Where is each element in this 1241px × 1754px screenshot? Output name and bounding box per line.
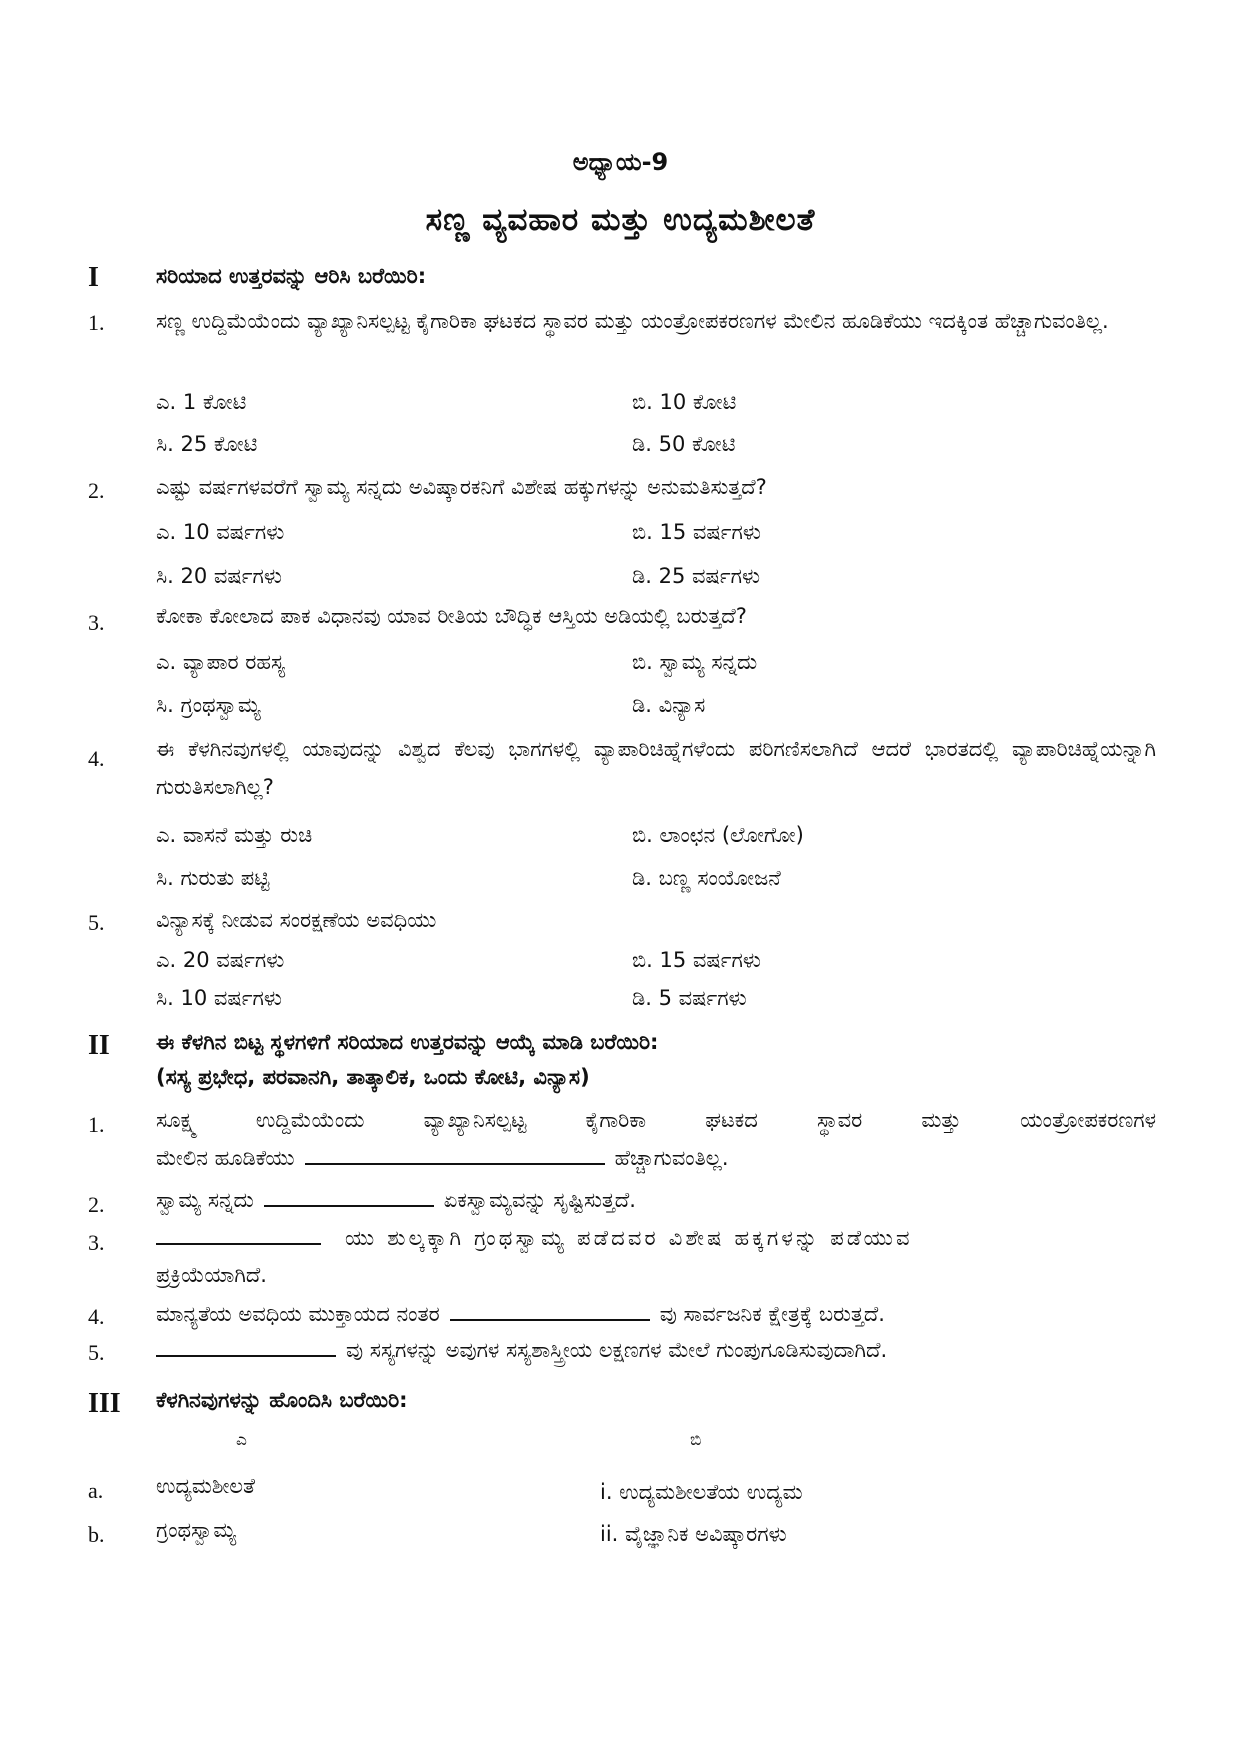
answer-blank (450, 1318, 650, 1321)
item-number: 1. (88, 1112, 105, 1137)
item-text-line (156, 1338, 887, 1363)
item-number: 3. (88, 1230, 105, 1255)
section-3-heading: ಕೆಳಗಿನವುಗಳನ್ನು ಹೊಂದಿಸಿ ಬರೆಯಿರಿ: (156, 1388, 408, 1412)
item-text-line (156, 1146, 729, 1171)
item-text-line (156, 1188, 636, 1213)
match-right-item: ii. ವೈಜ್ಞಾನಿಕ ಅವಿಷ್ಕಾರಗಳು (600, 1522, 787, 1546)
section-2-heading: ಈ ಕೆಳಗಿನ ಬಿಟ್ಟ ಸ್ಥಳಗಳಿಗೆ ಸರಿಯಾದ ಉತ್ತರವನ್ನು ಆಯ್ಕೆ ಮಾಡಿ ಬರೆಯಿರಿ: (156, 1030, 659, 1054)
section-2-choices: (ಸಸ್ಯ ಪ್ರಭೇಧ, ಪರವಾನಗಿ, ತಾತ್ಕಾಲಿಕ, ಒಂದು ಕೋಟಿ, ವಿನ್ಯಾಸ) (156, 1065, 590, 1089)
item-number: 4. (88, 1304, 105, 1329)
question-number: 3. (88, 610, 105, 635)
match-row-label: b. (88, 1522, 105, 1547)
section-3-numeral: III (88, 1388, 121, 1419)
item-number: 2. (88, 1192, 105, 1217)
option-a: ಎ. 20 ವರ್ಷಗಳು (156, 948, 285, 972)
item-text-after-blank: ವು ಸಾರ್ವಜನಿಕ ಕ್ಷೇತ್ರಕ್ಕೆ ಬರುತ್ತದೆ. (659, 1302, 885, 1326)
item-text-line (156, 1226, 1156, 1251)
item-text-before-blank: ಮಾನ್ಯತೆಯ ಅವಧಿಯ ಮುಕ್ತಾಯದ ನಂತರ (156, 1302, 440, 1326)
question-number: 5. (88, 910, 105, 935)
option-a: ಎ. 10 ವರ್ಷಗಳು (156, 520, 285, 544)
item-text-after-blank: ವು ಸಸ್ಯಗಳನ್ನು ಅವುಗಳ ಸಸ್ಯಶಾಸ್ತ್ರೀಯ ಲಕ್ಷಣಗಳ ಮೇಲೆ ಗುಂಪುಗೂಡಿಸುವುದಾಗಿದೆ. (346, 1338, 888, 1362)
option-c: ಸಿ. 25 ಕೋಟಿ (156, 432, 258, 456)
item-text: ಸೂಕ್ಷ್ಮ ಉದ್ದಿಮೆಯೆಂದು ವ್ಯಾಖ್ಯಾನಿಸಲ್ಪಟ್ಟ ಕೈಗಾರಿಕಾ ಘಟಕದ ಸ್ಥಾವರ ಮತ್ತು ಯಂತ್ರೋಪಕರಣಗಳ (156, 1108, 1156, 1132)
match-left-item: ಗ್ರಂಥಸ್ವಾಮ್ಯ (156, 1518, 237, 1542)
option-c: ಸಿ. 20 ವರ್ಷಗಳು (156, 564, 282, 588)
item-text-after-blank: ಯು ಶುಲ್ಕಕ್ಕಾಗಿ ಗ್ರಂಥಸ್ವಾಮ್ಯ ಪಡೆದವರ ವಿಶೇಷ ಹಕ್ಕಗಳನ್ನು ಪಡೆಯುವ (345, 1226, 913, 1250)
item-text-before-blank: ಮೇಲಿನ ಹೂಡಿಕೆಯು (156, 1146, 295, 1170)
answer-blank (264, 1204, 434, 1207)
option-b: ಬಿ. ಸ್ವಾಮ್ಯ ಸನ್ನದು (632, 650, 758, 674)
section-2-numeral: II (88, 1030, 110, 1061)
column-b-header: ಬಿ (690, 1430, 702, 1450)
item-text-continued: ಪ್ರಕ್ರಿಯೆಯಾಗಿದೆ. (156, 1263, 267, 1287)
match-left-item: ಉದ್ಯಮಶೀಲತೆ (156, 1474, 256, 1498)
option-c: ಸಿ. ಗ್ರಂಥಸ್ವಾಮ್ಯ (156, 693, 261, 717)
option-b: ಬಿ. 15 ವರ್ಷಗಳು (632, 520, 761, 544)
question-number: 2. (88, 478, 105, 503)
option-d: ಡಿ. 5 ವರ್ಷಗಳು (632, 986, 747, 1010)
match-right-item: i. ಉದ್ಯಮಶೀಲತೆಯ ಉದ್ಯಮ (600, 1480, 803, 1504)
page-title: ಸಣ್ಣ ವ್ಯವಹಾರ ಮತ್ತು ಉದ್ಯಮಶೀಲತೆ (425, 202, 816, 238)
match-row-label: a. (88, 1478, 104, 1503)
option-d: ಡಿ. 50 ಕೋಟಿ (632, 432, 736, 456)
option-c: ಸಿ. 10 ವರ್ಷಗಳು (156, 986, 282, 1010)
item-text-after-blank: ಹೆಚ್ಚಾಗುವಂತಿಲ್ಲ. (614, 1146, 729, 1170)
option-b: ಬಿ. 10 ಕೋಟಿ (632, 390, 737, 414)
option-d: ಡಿ. ಬಣ್ಣ ಸಂಯೋಜನೆ (632, 866, 781, 890)
option-c: ಸಿ. ಗುರುತು ಪಟ್ಟಿ (156, 866, 270, 890)
option-b: ಬಿ. ಲಾಂಛನ (ಲೋಗೋ) (632, 823, 804, 847)
question-number: 4. (88, 746, 105, 771)
item-text-after-blank: ಏಕಸ್ವಾಮ್ಯವನ್ನು ಸೃಷ್ಟಿಸುತ್ತದೆ. (443, 1188, 636, 1212)
item-number: 5. (88, 1340, 105, 1365)
option-a: ಎ. ವ್ಯಾಪಾರ ರಹಸ್ಯ (156, 650, 285, 674)
item-text-before-blank: ಸ್ವಾಮ್ಯ ಸನ್ನದು (156, 1188, 254, 1212)
item-text-line (156, 1302, 885, 1327)
column-a-header: ಎ (236, 1430, 247, 1450)
option-d: ಡಿ. ವಿನ್ಯಾಸ (632, 693, 706, 717)
question-text: ವಿನ್ಯಾಸಕ್ಕೆ ನೀಡುವ ಸಂರಕ್ಷಣೆಯ ಅವಧಿಯು (156, 908, 437, 932)
answer-blank (156, 1242, 321, 1245)
chapter-heading: ಅಧ್ಯಾಯ-9 (572, 148, 669, 176)
section-1-numeral: I (88, 262, 99, 293)
question-text: ಕೋಕಾ ಕೋಲಾದ ಪಾಕ ವಿಧಾನವು ಯಾವ ರೀತಿಯ ಬೌದ್ಧಿಕ ಆಸ್ತಿಯ ಅಡಿಯಲ್ಲಿ ಬರುತ್ತದೆ? (156, 604, 747, 628)
question-text: ಸಣ್ಣ ಉದ್ದಿಮೆಯೆಂದು ವ್ಯಾಖ್ಯಾನಿಸಲ್ಪಟ್ಟ ಕೈಗಾರಿಕಾ ಘಟಕದ ಸ್ಥಾವರ ಮತ್ತು ಯಂತ್ರೋಪಕರಣಗಳ ಮೇಲಿನ ಹೂಡಿಕೆಯು ಇದಕ್ಕಿಂತ ಹೆಚ್ಚಾಗುವಂತಿಲ್ಲ. (156, 309, 1109, 333)
option-a: ಎ. ವಾಸನೆ ಮತ್ತು ರುಚಿ (156, 823, 313, 847)
option-d: ಡಿ. 25 ವರ್ಷಗಳು (632, 564, 761, 588)
question-text: ಈ ಕೆಳಗಿನವುಗಳಲ್ಲಿ ಯಾವುದನ್ನು ವಿಶ್ವದ ಕೆಲವು ಭಾಗಗಳಲ್ಲಿ ವ್ಯಾಪಾರಿಚಿಹ್ನೆಗಳೆಂದು ಪರಿಗಣಿಸಲಾಗಿದೆ ಆದರೆ ಭಾರತದಲ್ಲಿ ವ್ಯಾಪಾರಿಚಿಹ್ನೆಯನ್ನಾಗಿ ಗುರುತಿಸಲಾಗಿಲ್ಲ? (156, 737, 1156, 799)
answer-blank (305, 1162, 605, 1165)
question-number: 1. (88, 310, 105, 335)
option-b: ಬಿ. 15 ವರ್ಷಗಳು (632, 948, 761, 972)
option-a: ಎ. 1 ಕೋಟಿ (156, 390, 247, 414)
question-text: ಎಷ್ಟು ವರ್ಷಗಳವರೆಗೆ ಸ್ವಾಮ್ಯ ಸನ್ನದು ಅವಿಷ್ಕಾರಕನಿಗೆ ವಿಶೇಷ ಹಕ್ಕುಗಳನ್ನು ಅನುಮತಿಸುತ್ತದೆ? (156, 475, 767, 499)
answer-blank (156, 1354, 336, 1357)
section-1-heading: ಸರಿಯಾದ ಉತ್ತರವನ್ನು ಆರಿಸಿ ಬರೆಯಿರಿ: (156, 264, 427, 288)
